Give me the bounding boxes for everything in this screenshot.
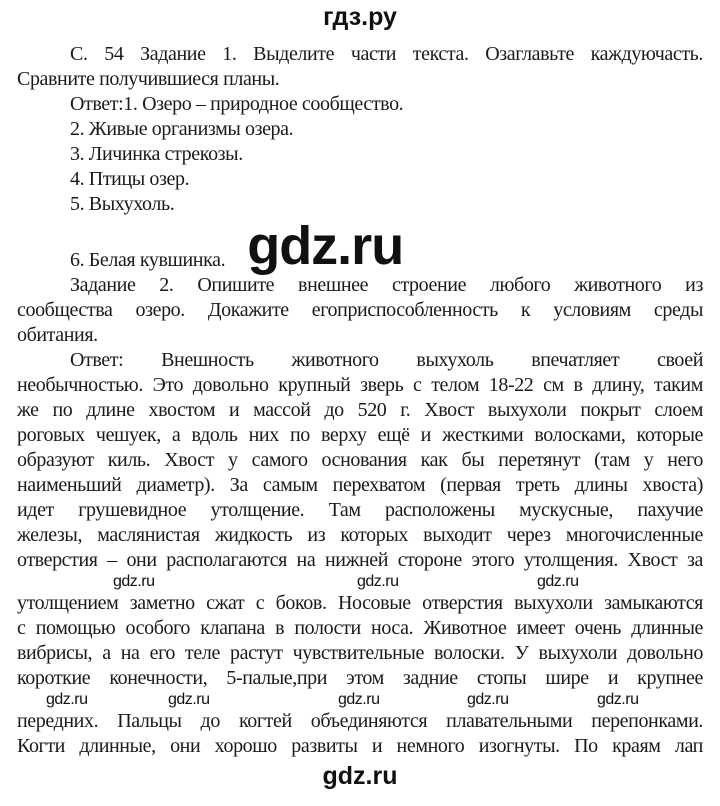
task1-line: Сравните получившиеся планы. [17,68,280,90]
answer-item: 2. Живые организмы озера. [70,118,294,140]
answer-item: Ответ:1. Озеро – природное сообщество. [70,93,404,115]
watermark-bottom: gdz.ru [322,762,398,790]
answer-item: 3. Личинка стрекозы. [70,143,243,165]
answer-line: образуют киль. Хвост у самого основания как бы перетянут (там у него [17,449,703,471]
watermark-small: gdz.ru [467,691,509,708]
watermark-small: gdz.ru [357,573,399,590]
answer-line: Ответ: Внешность животного выхухоль впечатляет своей [70,349,703,371]
watermark-small: gdz.ru [168,691,210,708]
answer-line: необычностью. Это довольно крупный зверь с телом 18-22 см в длину, таким [17,374,703,396]
task1-line: С. 54 Задание 1. Выделите части текста. Озаглавьте каждуючасть. [70,43,703,65]
answer-line: Когти длинные, они хорошо развиты и немного изогнуты. По краям лап [17,735,703,757]
answer-line: короткие конечности, 5-палые,при этом задние стопы шире и крупнее [17,667,703,689]
watermark-row [17,573,703,591]
answer-item-row [17,216,703,276]
document-body [0,34,720,759]
answer-line: вибрисы, а на его теле растут чувствительные волоски. У выхухоли довольно [17,642,703,664]
watermark-small: gdz.ru [537,573,579,590]
answer-line: наименьший диаметр). За самым перехватом (первая треть длины хвоста) [17,474,703,496]
answer-line: роговых чешуек, а вдоль них по верху ещё и жесткими волосками, которые [17,424,703,446]
task2-line: сообщества озеро. Докажите егоприспособленность к условиям среды [17,299,703,321]
watermark-large: gdz.ru [247,216,404,276]
answer-item: 6. Белая кувшинка. [70,249,226,271]
watermark-small: gdz.ru [338,691,380,708]
task2-line: Задание 2. Опишите внешнее строение любого животного из [70,274,703,296]
answer-line: железы, маслянистая жидкость из которых выходит через многочисленные [17,524,703,546]
watermark-small: gdz.ru [46,691,88,708]
answer-item: 5. Выхухоль. [70,193,175,215]
watermark-small: gdz.ru [113,573,155,590]
watermark-small: gdz.ru [597,691,639,708]
answer-line: идет грушевидное утолщение. Там расположены мускусные, пахучие [17,499,703,521]
answer-line: передних. Пальцы до когтей объединяются плавательными перепонками. [17,710,703,732]
answer-item: 4. Птицы озер. [70,168,190,190]
watermark-row [17,691,703,709]
answer-line: с помощью особого клапана в полости носа. Животное имеет очень длинные [17,617,703,639]
answer-line: же по длине хвостом и массой до 520 г. Хвост выхухоли покрыт слоем [17,399,703,421]
task2-line: обитания. [17,324,98,346]
answer-line: отверстия – они располагаются на нижней стороне этого утолщения. Хвост за [17,549,703,571]
site-title: гдз.ру [323,3,397,31]
answer-line: утолщением заметно сжат с боков. Носовые отверстия выхухоли замыкаются [17,592,703,614]
